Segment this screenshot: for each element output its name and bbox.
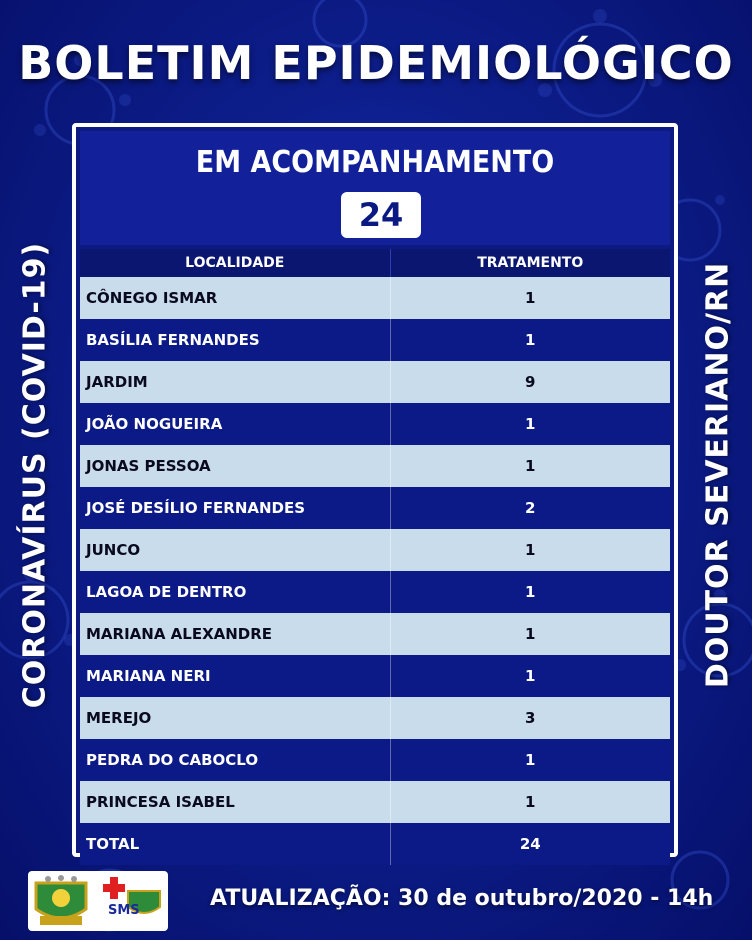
locality-cell: JOÃO NOGUEIRA (80, 403, 390, 445)
treatment-cell: 1 (390, 277, 670, 319)
sms-label: SMS (108, 903, 140, 918)
monitoring-panel (72, 123, 678, 857)
locality-cell: JONAS PESSOA (80, 445, 390, 487)
treatment-cell: 1 (390, 781, 670, 823)
table-row (80, 613, 670, 655)
locality-cell: PRINCESA ISABEL (80, 781, 390, 823)
locality-cell: JOSÉ DESÍLIO FERNANDES (80, 487, 390, 529)
locality-cell: MARIANA ALEXANDRE (80, 613, 390, 655)
table-row (80, 403, 670, 445)
locality-cell: JARDIM (80, 361, 390, 403)
update-timestamp: ATUALIZAÇÃO: 30 de outubro/2020 - 14h (210, 886, 714, 911)
table-row (80, 697, 670, 739)
crest-icon (36, 875, 86, 925)
table-row (80, 277, 670, 319)
treatment-cell: 1 (390, 319, 670, 361)
monitoring-count: 24 (341, 192, 421, 238)
panel-header (80, 131, 670, 245)
treatment-cell: 9 (390, 361, 670, 403)
table-row (80, 655, 670, 697)
page-title: BOLETIM EPIDEMIOLÓGICO (18, 36, 734, 90)
table-row (80, 445, 670, 487)
table-row (80, 361, 670, 403)
side-label-location: DOUTOR SEVERIANO/RN (700, 261, 736, 689)
locality-cell: BASÍLIA FERNANDES (80, 319, 390, 361)
locality-cell: JUNCO (80, 529, 390, 571)
treatment-cell: 2 (390, 487, 670, 529)
column-header-locality: LOCALIDADE (80, 249, 390, 277)
logo-strip (28, 871, 168, 931)
locality-cell: LAGOA DE DENTRO (80, 571, 390, 613)
table-row (80, 319, 670, 361)
treatment-cell: 1 (390, 655, 670, 697)
treatment-cell: 1 (390, 529, 670, 571)
table-row (80, 529, 670, 571)
side-label-coronavirus: CORONAVÍRUS (COVID-19) (17, 241, 53, 709)
column-header-treatment: TRATAMENTO (390, 249, 670, 277)
treatment-cell: 1 (390, 571, 670, 613)
table-row (80, 781, 670, 823)
treatment-cell: 1 (390, 613, 670, 655)
locality-cell: PEDRA DO CABOCLO (80, 739, 390, 781)
total-value-cell: 24 (390, 823, 670, 865)
table-row (80, 571, 670, 613)
table-header-row (80, 249, 670, 277)
panel-heading: EM ACOMPANHAMENTO (195, 145, 555, 180)
locality-table (80, 249, 670, 865)
table-row-total (80, 823, 670, 865)
treatment-cell: 1 (390, 739, 670, 781)
treatment-cell: 3 (390, 697, 670, 739)
table-row (80, 487, 670, 529)
locality-cell: CÔNEGO ISMAR (80, 277, 390, 319)
treatment-cell: 1 (390, 403, 670, 445)
total-label-cell: TOTAL (80, 823, 390, 865)
table-row (80, 739, 670, 781)
locality-cell: MARIANA NERI (80, 655, 390, 697)
treatment-cell: 1 (390, 445, 670, 487)
locality-cell: MEREJO (80, 697, 390, 739)
